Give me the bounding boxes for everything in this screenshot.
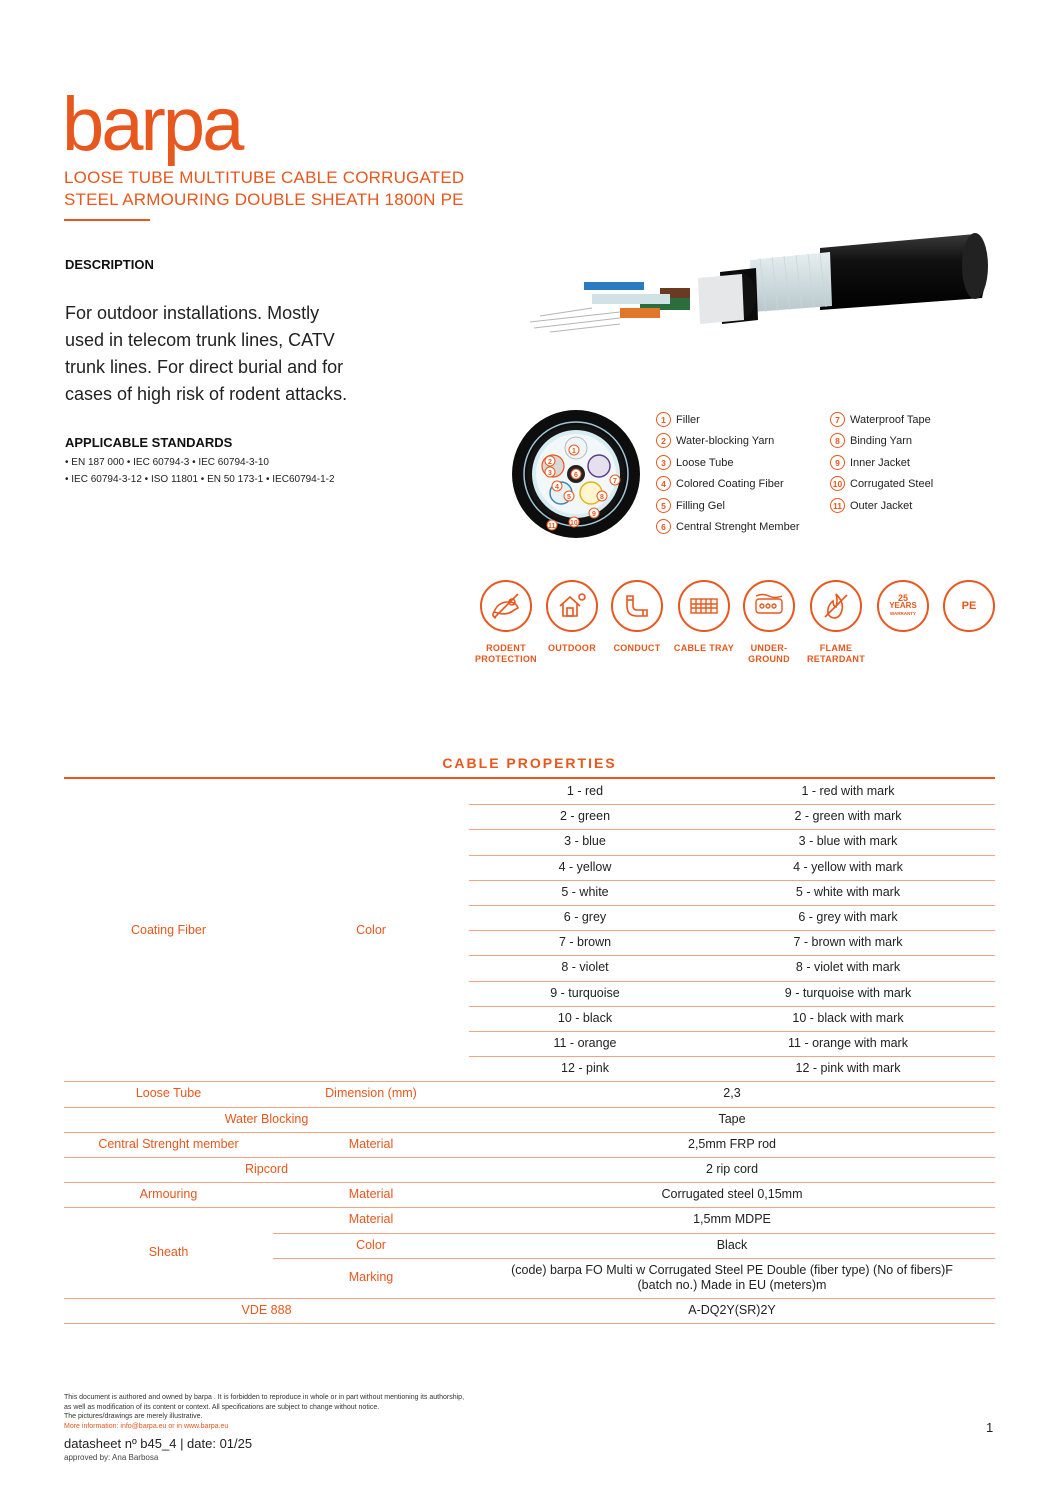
datasheet-reference: datasheet nº b45_4 | date: 01/25	[64, 1436, 253, 1451]
legend-item	[656, 476, 784, 491]
armouring-label: Armouring	[139, 1187, 198, 1202]
feature-flame-retardant	[801, 580, 871, 665]
outdoor-icon	[546, 580, 598, 632]
coating-fiber-color-label: Color	[356, 922, 386, 937]
fiber-color-marked-cell: 3 - blue with mark	[798, 834, 898, 849]
fiber-color-marked-cell: 11 - orange with mark	[788, 1036, 908, 1051]
standards-line: • IEC 60794-3-12 • ISO 11801 • EN 50 173-1 • IEC60794-1-2	[65, 474, 335, 485]
fiber-color-cell: 5 - white	[561, 884, 609, 899]
fiber-color-marked-cell: 6 - grey with mark	[798, 910, 898, 925]
fiber-color-cell: 8 - violet	[561, 960, 609, 975]
water-blocking-value: Tape	[718, 1111, 746, 1126]
feature-conduct	[602, 580, 672, 654]
feature-label: GROUND	[748, 654, 790, 664]
sheath-material-label: Material	[348, 1212, 394, 1227]
feature-underground	[734, 580, 804, 665]
approved-by: approved by: Ana Barbosa	[64, 1453, 159, 1462]
pe-label: PE	[961, 600, 977, 612]
sheath-marking-label: Marking	[348, 1270, 394, 1285]
legend-number: 7	[830, 412, 845, 427]
legal-line: This document is authored and owned by barpa . It is forbidden to reproduce in whole or in part without mentioning its authorship,	[64, 1394, 465, 1401]
description-line: cases of high risk of rodent attacks.	[65, 384, 348, 404]
legend-item	[656, 498, 725, 513]
warranty-years-number: 25	[897, 593, 908, 603]
legend-label: Binding Yarn	[850, 434, 912, 447]
water-blocking-label: Water Blocking	[224, 1111, 309, 1126]
sheath-color-label: Color	[356, 1237, 386, 1252]
legend-label: Colored Coating Fiber	[676, 477, 784, 490]
svg-text:6: 6	[574, 472, 578, 479]
fiber-color-cell: 9 - turquoise	[550, 985, 620, 1000]
svg-text:8: 8	[600, 494, 604, 501]
feature-outdoor	[537, 580, 607, 654]
title-divider	[64, 219, 150, 221]
legend-item	[656, 455, 734, 470]
fiber-color-marked-cell: 5 - white with mark	[795, 884, 901, 899]
svg-text:9: 9	[592, 511, 596, 518]
legend-number: 6	[656, 519, 671, 534]
fiber-color-marked-cell: 10 - black with mark	[792, 1010, 904, 1025]
flame-retardant-icon	[810, 580, 862, 632]
legend-label: Filling Gel	[676, 499, 725, 512]
legend-number: 9	[830, 455, 845, 470]
vde-label: VDE 888	[241, 1302, 292, 1317]
armouring-value: Corrugated steel 0,15mm	[661, 1187, 803, 1202]
fiber-color-marked-cell: 2 - green with mark	[794, 809, 902, 824]
fiber-color-cell: 2 - green	[559, 809, 611, 824]
sheath-marking-line: (batch no.) Made in EU (meters)m	[637, 1277, 827, 1292]
description-text	[65, 300, 385, 408]
table-row-divider	[64, 1323, 995, 1324]
legend-item	[656, 433, 774, 448]
feature-label: FLAME	[819, 643, 853, 653]
svg-text:1: 1	[572, 448, 576, 455]
legend-number: 11	[830, 498, 845, 513]
feature-label: RETARDANT	[806, 654, 866, 664]
legend-number: 3	[656, 455, 671, 470]
conduct-icon	[611, 580, 663, 632]
fiber-color-cell: 7 - brown	[558, 935, 612, 950]
legend-label: Filler	[676, 413, 700, 426]
ripcord-value: 2 rip cord	[705, 1162, 759, 1177]
barpa-logo	[62, 92, 292, 170]
fiber-color-cell: 3 - blue	[564, 834, 606, 849]
central-member-material-label: Material	[348, 1136, 394, 1151]
legend-item	[830, 498, 912, 513]
description-line: For outdoor installations. Mostly	[65, 303, 320, 323]
cable-tray-icon	[678, 580, 730, 632]
svg-text:5: 5	[567, 494, 571, 501]
standards-list	[65, 454, 445, 488]
sheath-material-value: 1,5mm MDPE	[693, 1212, 771, 1227]
ripcord-label: Ripcord	[244, 1162, 289, 1177]
legend-number: 10	[830, 476, 845, 491]
legend-label: Corrugated Steel	[850, 477, 934, 490]
legal-notice	[64, 1393, 584, 1431]
description-line: trunk lines. For direct burial and for	[65, 357, 344, 377]
loose-tube-value: 2,3	[723, 1086, 741, 1101]
feature-label: OUTDOOR	[547, 643, 597, 653]
feature-pe	[934, 580, 1004, 632]
svg-text:2: 2	[548, 459, 552, 466]
svg-text:3: 3	[548, 470, 552, 477]
sheath-marking-line: (code) barpa FO Multi w Corrugated Steel PE Double (fiber type) (No of fibers)F	[511, 1262, 953, 1277]
armouring-material-label: Material	[348, 1187, 394, 1202]
legend-number: 4	[656, 476, 671, 491]
fiber-color-marked-cell: 4 - yellow with mark	[793, 859, 903, 874]
cable-cross-section	[510, 408, 642, 540]
fiber-color-cell: 10 - black	[557, 1010, 613, 1025]
pe-icon	[943, 580, 995, 632]
legend-label: Waterproof Tape	[850, 413, 931, 426]
legend-label: Inner Jacket	[850, 456, 910, 469]
legend-label: Central Strenght Member	[676, 520, 800, 533]
standards-heading: APPLICABLE STANDARDS	[65, 435, 233, 450]
description-line: used in telecom trunk lines, CATV	[65, 330, 335, 350]
cable-product-image	[520, 228, 995, 348]
warranty-25-years-icon	[877, 580, 929, 632]
fiber-color-cell: 4 - yellow	[558, 859, 612, 874]
feature-label: CONDUCT	[613, 643, 661, 653]
logo-text: barpa	[62, 92, 242, 167]
product-title	[64, 167, 584, 211]
page-number: 1	[986, 1420, 994, 1435]
legend-label: Water-blocking Yarn	[676, 434, 775, 447]
product-title-line1: LOOSE TUBE MULTITUBE CABLE CORRUGATED	[64, 168, 465, 187]
legend-item	[830, 476, 933, 491]
legend-number: 1	[656, 412, 671, 427]
fiber-color-cell: 11 - orange	[553, 1036, 617, 1051]
feature-label: PROTECTION	[474, 654, 537, 664]
legal-line: as well as modification of its content or context. All specifications are subject to change without notice.	[64, 1403, 380, 1411]
legend-number: 5	[656, 498, 671, 513]
central-member-label: Central Strenght member	[98, 1136, 239, 1151]
legend-item	[830, 455, 910, 470]
fiber-color-marked-cell: 7 - brown with mark	[793, 935, 903, 950]
feature-label: CABLE TRAY	[673, 643, 735, 653]
svg-text:4: 4	[555, 484, 559, 491]
legend-label: Loose Tube	[676, 456, 734, 469]
feature-cable-tray	[669, 580, 739, 654]
feature-warranty	[868, 580, 938, 632]
sheath-label: Sheath	[148, 1245, 189, 1260]
legend-item	[830, 412, 931, 427]
legend-label: Outer Jacket	[850, 499, 913, 512]
component-legend	[656, 412, 996, 542]
legend-item	[656, 519, 800, 534]
central-member-value: 2,5mm FRP rod	[688, 1136, 776, 1151]
warranty-years-label: YEARS	[889, 601, 917, 610]
legend-number: 2	[656, 433, 671, 448]
fiber-color-cell: 12 - pink	[561, 1061, 609, 1076]
fiber-color-marked-cell: 8 - violet with mark	[795, 960, 901, 975]
contact-info-link[interactable]: More information: info@barpa.eu or in www.barpa.eu	[64, 1422, 229, 1430]
warranty-label: WARRANTY	[890, 611, 916, 616]
legend-item	[830, 433, 912, 448]
description-heading: DESCRIPTION	[65, 257, 154, 272]
svg-text:7: 7	[613, 478, 617, 485]
underground-icon	[743, 580, 795, 632]
fiber-color-marked-cell: 12 - pink with mark	[795, 1061, 901, 1076]
product-title-line2: STEEL ARMOURING DOUBLE SHEATH 1800N PE	[64, 190, 464, 209]
standards-line: • EN 187 000 • IEC 60794-3 • IEC 60794-3-10	[65, 457, 269, 468]
fiber-color-cell: 6 - grey	[563, 910, 607, 925]
rodent-protection-icon	[480, 580, 532, 632]
feature-label: RODENT	[486, 643, 526, 653]
sheath-marking-value	[469, 1258, 995, 1298]
fiber-color-marked-cell: 9 - turquoise with mark	[784, 985, 912, 1000]
loose-tube-label: Loose Tube	[135, 1086, 202, 1101]
coating-fiber-label: Coating Fiber	[130, 922, 207, 937]
legend-item	[656, 412, 700, 427]
legend-number: 8	[830, 433, 845, 448]
svg-text:10: 10	[570, 520, 578, 527]
feature-label: UNDER-	[750, 643, 788, 653]
loose-tube-dimension-label: Dimension (mm)	[325, 1086, 417, 1101]
legal-line: The pictures/drawings are merely illustrative.	[64, 1413, 203, 1420]
fiber-color-cell: 1 - red	[566, 784, 604, 799]
vde-value: A-DQ2Y(SR)2Y	[688, 1302, 776, 1317]
sheath-color-value: Black	[716, 1237, 748, 1252]
cable-properties-heading: CABLE PROPERTIES	[442, 755, 617, 771]
fiber-color-marked-cell: 1 - red with mark	[801, 784, 895, 799]
svg-text:11: 11	[548, 523, 556, 530]
feature-rodent-protection	[471, 580, 541, 665]
